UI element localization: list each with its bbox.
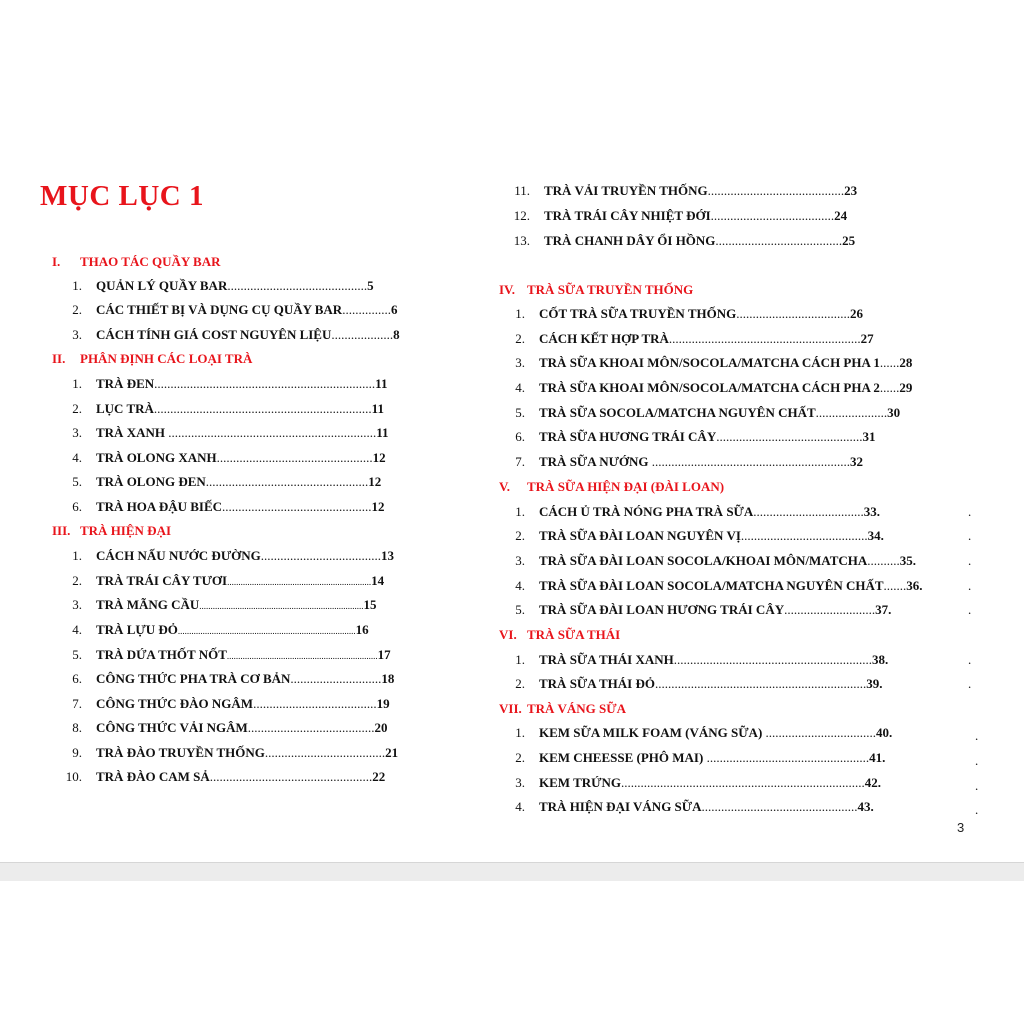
section-heading: I. THAO TÁC QUẦY BAR	[52, 254, 221, 269]
section-heading: II. PHÂN ĐỊNH CÁC LOẠI TRÀ	[52, 351, 253, 366]
toc-entry: 7. CÔNG THỨC ĐÀO NGÂM......................................19	[72, 696, 390, 711]
toc-entry: 1. KEM SỮA MILK FOAM (VÁNG SỮA) ..................................40.	[515, 725, 893, 740]
toc-entry: 5. TRÀ SỮA ĐÀI LOAN HƯƠNG TRÁI CÂY............................37.	[515, 602, 892, 617]
toc-entry: 3. TRÀ MÃNG CẦU.........................................................................15	[72, 597, 377, 612]
toc-entry: 5. TRÀ SỮA SOCOLA/MATCHA NGUYÊN CHẤT......................30	[515, 405, 901, 420]
toc-entry: 13. TRÀ CHANH DÂY ỔI HỒNG.......................................25	[513, 233, 856, 248]
toc-entry: 2. LỤC TRÀ...................................................................11	[72, 401, 384, 416]
toc-entry: 6. CÔNG THỨC PHA TRÀ CƠ BẢN............................18	[72, 671, 395, 686]
toc-entry: 1. CÁCH Ủ TRÀ NÓNG PHA TRÀ SỮA..................................33.	[515, 504, 881, 519]
trailing-dot: .	[975, 753, 979, 768]
section-heading: IV. TRÀ SỮA TRUYỀN THỐNG	[499, 282, 694, 297]
toc-entry: 6. TRÀ HOA ĐẬU BIẾC..............................................12	[72, 499, 385, 514]
page-number: 3	[957, 820, 965, 835]
toc-entry: 4. TRÀ SỮA ĐÀI LOAN SOCOLA/MATCHA NGUYÊN CHẤT.......36.	[515, 578, 923, 593]
toc-entry: 4. TRÀ SỮA KHOAI MÔN/SOCOLA/MATCHA CÁCH PHA 2......29	[515, 380, 913, 395]
section-heading: III. TRÀ HIỆN ĐẠI	[52, 523, 172, 538]
toc-entry: 3. TRÀ SỮA KHOAI MÔN/SOCOLA/MATCHA CÁCH PHA 1......28	[515, 355, 913, 370]
trailing-dot: .	[968, 602, 972, 617]
next-page-area	[0, 881, 1024, 1024]
trailing-dot: .	[968, 652, 972, 667]
trailing-dot: .	[975, 728, 979, 743]
toc-entry: 3. CÁCH TÍNH GIÁ COST NGUYÊN LIỆU...................8	[72, 327, 400, 342]
toc-entry: 4. TRÀ OLONG XANH................................................12	[72, 450, 386, 465]
trailing-dot: .	[968, 676, 972, 691]
toc-entry: 1. QUẢN LÝ QUẦY BAR...........................................5	[72, 278, 374, 293]
trailing-dot: .	[975, 778, 979, 793]
toc-entry: 2. CÁCH KẾT HỢP TRÀ...........................................................27	[515, 331, 874, 346]
page-separator	[0, 862, 1024, 881]
toc-entry: 8. CÔNG THỨC VẢI NGÂM.......................................20	[72, 720, 388, 735]
toc-entry: 4. TRÀ HIỆN ĐẠI VÁNG SỮA................................................43.	[515, 799, 874, 814]
toc-entry: 6. TRÀ SỮA HƯƠNG TRÁI CÂY.............................................31	[515, 429, 876, 444]
toc-entry: 7. TRÀ SỮA NƯỚNG .............................................................32	[515, 454, 864, 469]
toc-entry: 5. TRÀ OLONG ĐEN..................................................12	[72, 474, 382, 489]
toc-entry: 1. TRÀ SỮA THÁI XANH.............................................................38.	[515, 652, 889, 667]
toc-entry: 2. CÁC THIẾT BỊ VÀ DỤNG CỤ QUẦY BAR...............6	[72, 302, 398, 317]
toc-entry: 3. TRÀ SỮA ĐÀI LOAN SOCOLA/KHOAI MÔN/MATCHA..........35.	[515, 553, 917, 568]
trailing-dot: .	[968, 553, 972, 568]
toc-entry: 9. TRÀ ĐÀO TRUYỀN THỐNG.....................................21	[72, 745, 399, 760]
toc-entry: 2. TRÀ TRÁI CÂY TƯƠI................................................................14	[72, 573, 385, 588]
toc-entry: 3. KEM TRỨNG...........................................................................42.	[515, 775, 881, 790]
toc-entry: 2. KEM CHEESSE (PHÔ MAI) ..................................................41.	[515, 750, 886, 765]
toc-entry: 2. TRÀ SỮA ĐÀI LOAN NGUYÊN VỊ.......................................34.	[515, 528, 884, 543]
section-heading: V. TRÀ SỮA HIỆN ĐẠI (ĐÀI LOAN)	[499, 479, 725, 494]
toc-entry: 11. TRÀ VẢI TRUYỀN THỐNG..........................................23	[514, 183, 858, 198]
trailing-dot: .	[968, 528, 972, 543]
toc-entry: 10. TRÀ ĐÀO CAM SẢ..................................................22	[65, 769, 386, 784]
toc-entry: 1. TRÀ ĐEN....................................................................11	[72, 376, 388, 391]
toc-entry: 12. TRÀ TRÁI CÂY NHIỆT ĐỚI......................................24	[513, 208, 848, 223]
toc-entry: 3. TRÀ XANH ................................................................11	[72, 425, 389, 440]
toc-entry: 4. TRÀ LỰU ĐỎ...............................................................................16	[72, 622, 369, 637]
section-heading: VII. TRÀ VÁNG SỮA	[499, 701, 626, 716]
toc-entry: 2. TRÀ SỮA THÁI ĐỎ.................................................................39.	[515, 676, 883, 691]
trailing-dot: .	[975, 802, 979, 817]
toc-entry: 1. CÁCH NẤU NƯỚC ĐƯỜNG.....................................13	[72, 548, 395, 563]
toc-entry: 5. TRÀ DỨA THỐT NỐT...................................................................17	[72, 647, 391, 662]
section-heading: VI. TRÀ SỮA THÁI	[499, 627, 621, 642]
toc-entry: 1. CỐT TRÀ SỮA TRUYỀN THỐNG...................................26	[515, 306, 863, 321]
toc-title: MỤC LỤC 1	[40, 180, 204, 212]
trailing-dot: .	[968, 504, 972, 519]
trailing-dot: .	[968, 578, 972, 593]
